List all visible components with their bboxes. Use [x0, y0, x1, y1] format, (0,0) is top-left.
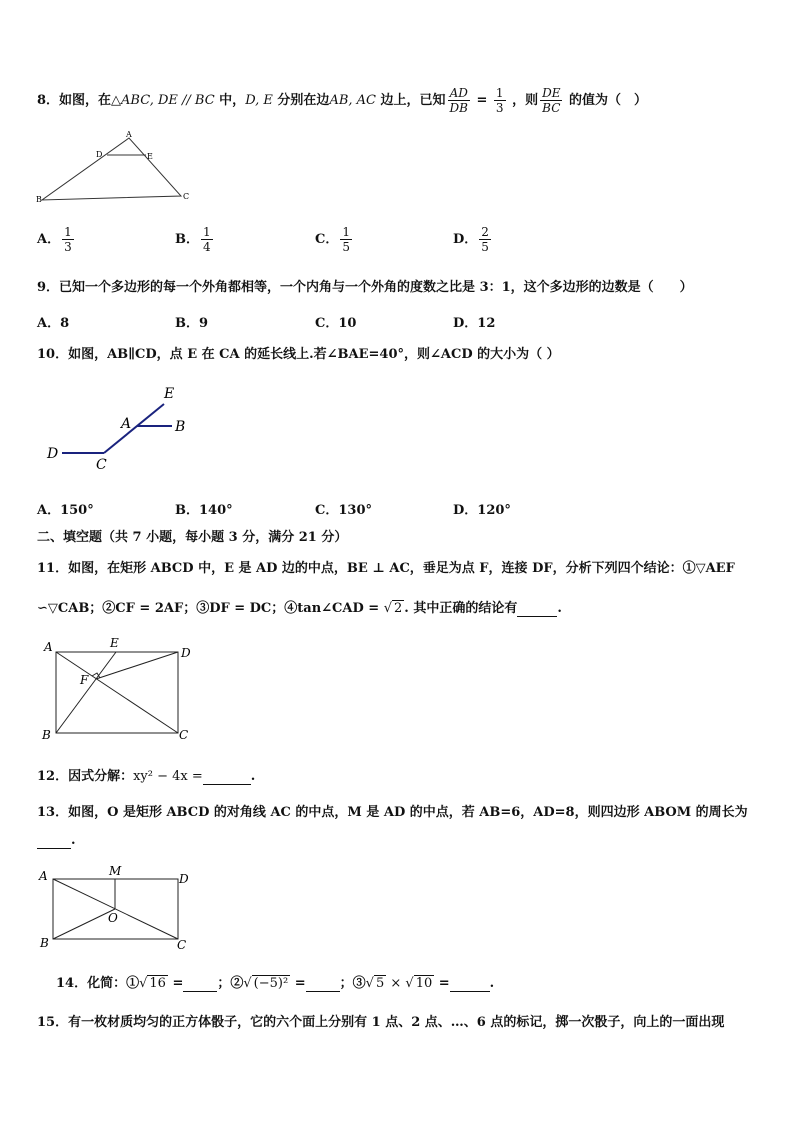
sqrt-10: √ 10 [405, 976, 433, 991]
q10-label-d: D [47, 446, 59, 462]
fraction-ad-db: $\frac{AD}{DB}$ [449, 86, 468, 115]
q14-answer-blank-1[interactable] [183, 976, 217, 992]
q9-option-b[interactable]: B．9 [175, 316, 209, 331]
q12-answer-blank[interactable] [203, 769, 251, 785]
q10-parallel-lines-figure [44, 382, 204, 474]
q13-label-b: B [40, 936, 49, 950]
q10-label-a: A [121, 416, 132, 432]
q10-option-d[interactable]: D．120° [453, 503, 511, 518]
q10-option-c[interactable]: C．130° [315, 503, 372, 518]
q8-label-a: A [126, 130, 132, 139]
q11-label-f: F [80, 673, 89, 687]
q11-stem-line2: ∽▽CAB；②CF = 2AF；③DF = DC；④tan∠CAD = √ 2 . 其中正确的结论有 . [37, 601, 562, 616]
q9-option-d[interactable]: D．12 [453, 316, 496, 331]
q11-label-a: A [44, 640, 53, 654]
fraction-one-third: $\frac{1}{3}$ [495, 86, 504, 115]
sqrt-5: √ 5 [365, 976, 385, 991]
q11-label-d: D [181, 646, 191, 660]
q11-rectangle-figure [40, 636, 200, 742]
q10-option-b[interactable]: B．140° [175, 503, 233, 518]
fraction-de-bc: $\frac{DE}{BC}$ [542, 86, 561, 115]
q9-stem: 9．已知一个多边形的每一个外角都相等，一个内角与一个外角的度数之比是 3：1，这个多边形的边数是（ ） [37, 280, 693, 295]
q10-stem: 10．如图，AB∥CD，点 E 在 CA 的延长线上.若∠BAE=40°，则∠ACD 的大小为（ ） [37, 347, 560, 362]
q9-option-c[interactable]: C．10 [315, 316, 357, 331]
q8-label-c: C [183, 192, 190, 201]
q15-stem: 15．有一枚材质均匀的正方体骰子，它的六个面上分别有 1 点、2 点、…、6 点的标记，掷一次骰子，向上的一面出现 [37, 1015, 725, 1030]
q8-label-d: D [96, 150, 103, 159]
q14-stem: 14．化简：①√ 16 = ；②√ (−5)² = ；③√ 5 × √ 10 = . [56, 976, 495, 991]
q11-stem-line1: 11．如图，在矩形 ABCD 中，E 是 AD 边的中点，BE ⊥ AC，垂足为点 F，连接 DF，分析下列四个结论：①▽AEF [37, 561, 735, 576]
q8-label-e: E [147, 152, 153, 161]
q13-label-d: D [179, 872, 189, 886]
sqrt-two: √ 2 [383, 601, 403, 616]
q8-option-c[interactable]: C． $\frac{1}{5}$ [315, 225, 350, 254]
q13-label-o: O [108, 911, 118, 925]
q11-answer-blank[interactable] [517, 601, 557, 617]
q8-option-d[interactable]: D． $\frac{2}{5}$ [453, 225, 489, 254]
q10-option-a[interactable]: A．150° [37, 503, 94, 518]
q8-triangle-figure [34, 128, 194, 208]
q11-label-b: B [42, 728, 51, 742]
q11-label-e: E [110, 636, 119, 650]
q8-option-a[interactable]: A． $\frac{1}{3}$ [37, 225, 72, 254]
q13-label-a: A [39, 869, 48, 883]
q12-stem: 12．因式分解：xy² − 4x = . [37, 769, 256, 784]
q8-stem: 8．如图，在△ABC, DE // BC 中，D, E 分别在边AB, AC 边上，已知 $\frac{AD}{DB}$ = $\frac{1}{3}$ ，则 $\frac{DE}{BC}$ 的值为（ ） [37, 86, 648, 115]
q14-answer-blank-2[interactable] [306, 976, 340, 992]
q13-stem-line1: 13．如图，O 是矩形 ABCD 的对角线 AC 的中点，M 是 AD 的中点，若 AB=6，AD=8，则四边形 ABOM 的周长为 [37, 805, 748, 820]
q11-label-c: C [179, 728, 189, 742]
q14-answer-blank-3[interactable] [450, 976, 490, 992]
section-fill-in-title: 二、填空题（共 7 小题，每小题 3 分，满分 21 分） [37, 530, 348, 545]
q10-label-e: E [164, 386, 175, 402]
sqrt-neg5-squared: √ (−5)² [243, 976, 289, 991]
q13-label-m: M [109, 864, 122, 878]
sqrt-16: √ 16 [139, 976, 166, 991]
q10-label-c: C [96, 457, 107, 473]
q13-label-c: C [177, 938, 187, 952]
q13-rectangle-figure [36, 862, 196, 952]
q8-option-b[interactable]: B． $\frac{1}{4}$ [175, 225, 211, 254]
q10-label-b: B [175, 419, 186, 435]
q9-option-a[interactable]: A．8 [37, 316, 70, 331]
q8-label-b: B [36, 195, 42, 204]
q13-answer-blank[interactable] [37, 833, 71, 849]
q13-stem-line2: . [37, 833, 76, 849]
